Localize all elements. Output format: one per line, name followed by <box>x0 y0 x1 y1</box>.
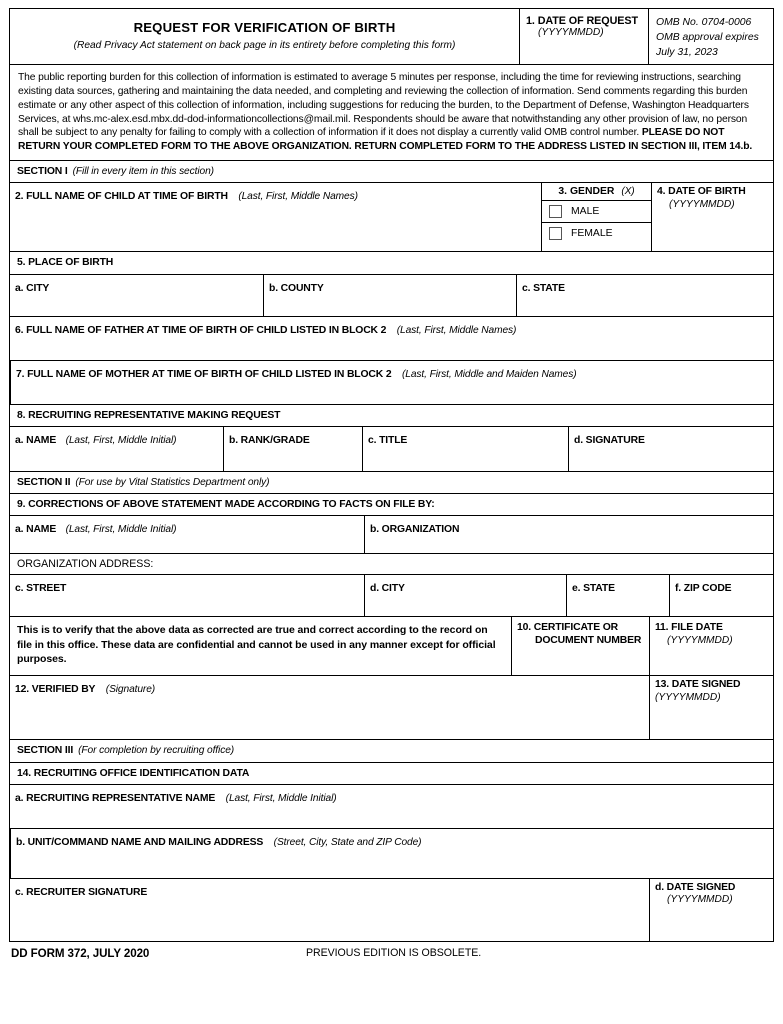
item-5-label: 5. PLACE OF BIRTH <box>17 257 114 269</box>
field-corrections-name[interactable] <box>10 516 364 553</box>
item-14-label: 14. RECRUITING OFFICE IDENTIFICATION DATA <box>17 767 250 779</box>
title-bar <box>10 9 773 64</box>
item-9a-label: a. NAME <box>15 524 57 536</box>
item-5c-label: c. STATE <box>522 282 565 294</box>
organization-address-header <box>10 553 773 574</box>
field-recruiter-signature[interactable] <box>568 427 773 471</box>
item-13-format: (YYYYMMDD) <box>655 691 721 703</box>
item-13-label: 13. DATE SIGNED <box>655 679 741 691</box>
row-organization-address <box>10 574 773 616</box>
item-14-header <box>10 762 773 784</box>
item-4-label: 4. DATE OF BIRTH <box>657 186 746 198</box>
field-recruiting-rep-name[interactable] <box>10 784 773 828</box>
field-org-city[interactable] <box>364 575 566 616</box>
row-certification <box>10 616 773 675</box>
item-2-note: (Last, First, Middle Names) <box>238 191 358 203</box>
gender-option-female[interactable] <box>542 222 651 244</box>
field-org-zip-code[interactable] <box>669 575 773 616</box>
organization-address-label: ORGANIZATION ADDRESS: <box>17 558 154 571</box>
item-8c-label: c. TITLE <box>368 434 408 446</box>
item-3-label: 3. GENDER <box>558 186 615 198</box>
item-14b-label: b. UNIT/COMMAND NAME AND MAILING ADDRESS <box>16 836 264 848</box>
section-1-title: SECTION I <box>17 166 68 178</box>
omb-number: OMB No. 0704-0006 <box>656 17 752 28</box>
section-3-header <box>10 739 773 761</box>
field-verified-by[interactable] <box>10 676 649 739</box>
section-2-title: SECTION II <box>17 476 71 488</box>
item-11-format: (YYYYMMDD) <box>667 634 733 646</box>
item-9-header <box>10 493 773 515</box>
field-date-of-birth[interactable] <box>651 183 773 251</box>
item-6-label: 6. FULL NAME OF FATHER AT TIME OF BIRTH OF CHILD LISTED IN BLOCK 2 <box>15 324 387 336</box>
section-1-header <box>10 160 773 182</box>
field-org-street[interactable] <box>10 575 364 616</box>
field-recruiter-rank-grade[interactable] <box>223 427 362 471</box>
item-8-header <box>10 404 773 426</box>
form-footer <box>9 942 774 960</box>
field-birth-city[interactable] <box>10 275 263 316</box>
field-gender-group[interactable] <box>541 183 651 251</box>
field-date-signed-vital-statistics[interactable] <box>649 676 773 739</box>
item-9c-label: c. STREET <box>15 583 67 595</box>
field-date-of-request[interactable] <box>519 9 648 64</box>
row-item-9-subfields <box>10 515 773 553</box>
item-3-header <box>542 183 651 200</box>
checkbox-male-icon[interactable] <box>549 205 562 218</box>
omb-info-block <box>648 9 773 64</box>
certification-statement <box>10 617 511 675</box>
item-14a-note: (Last, First, Middle Initial) <box>225 792 337 804</box>
item-10-label-line1: 10. CERTIFICATE OR <box>517 622 619 634</box>
item-3-note: (X) <box>621 186 635 198</box>
field-corrections-organization[interactable] <box>364 516 773 553</box>
item-7-note: (Last, First, Middle and Maiden Names) <box>401 368 577 380</box>
date-of-request-label: 1. DATE OF REQUEST <box>526 15 638 27</box>
section-3-note: (For completion by recruiting office) <box>78 745 235 757</box>
item-12-note: (Signature) <box>105 684 156 696</box>
field-org-state[interactable] <box>566 575 669 616</box>
item-6-note: (Last, First, Middle Names) <box>396 324 517 336</box>
item-9e-label: e. STATE <box>572 583 615 595</box>
field-birth-state[interactable] <box>516 275 773 316</box>
page-title: REQUEST FOR VERIFICATION OF BIRTH <box>133 20 396 35</box>
field-mother-full-name[interactable] <box>10 360 773 404</box>
row-item-5-subfields <box>10 274 773 316</box>
item-9b-label: b. ORGANIZATION <box>370 524 460 536</box>
item-8a-note: (Last, First, Middle Initial) <box>65 434 177 446</box>
omb-expires-date: July 31, 2023 <box>656 46 718 58</box>
item-9-label: 9. CORRECTIONS OF ABOVE STATEMENT MADE ACCORDING TO FACTS ON FILE BY: <box>17 499 435 511</box>
field-unit-command-address[interactable] <box>10 828 773 878</box>
item-4-format: (YYYYMMDD) <box>669 198 735 210</box>
item-12-label: 12. VERIFIED BY <box>15 684 96 696</box>
previous-edition-notice: PREVIOUS EDITION IS OBSOLETE. <box>306 946 482 959</box>
gender-female-label: FEMALE <box>571 228 613 240</box>
gender-male-label: MALE <box>571 206 600 218</box>
omb-expires-label: OMB approval expires <box>656 31 759 43</box>
item-5-header <box>10 251 773 273</box>
field-date-signed-recruiter[interactable] <box>649 879 773 941</box>
item-7-label: 7. FULL NAME OF MOTHER AT TIME OF BIRTH OF CHILD LISTED IN BLOCK 2 <box>16 368 392 380</box>
item-8d-label: d. SIGNATURE <box>574 434 645 446</box>
burden-text-emphasis: PLEASE DO NOT RETURN YOUR COMPLETED FORM TO THE ABOVE ORGANIZATION. RETURN COMPLETED FORM TO THE ADDRESS LISTED IN SECTION III, ITEM 14.b. <box>18 127 753 153</box>
field-certificate-number[interactable] <box>511 617 649 675</box>
row-item-14c-14d <box>10 878 773 941</box>
item-5a-label: a. CITY <box>15 282 50 294</box>
field-recruiter-signature-section3[interactable] <box>10 879 649 941</box>
form-title-block <box>10 9 519 64</box>
row-item-8-subfields <box>10 426 773 471</box>
form-subtitle: (Read Privacy Act statement on back page in its entirety before completing this form) <box>73 39 456 51</box>
item-8a-label: a. NAME <box>15 434 57 446</box>
item-14c-label: c. RECRUITER SIGNATURE <box>15 886 148 898</box>
public-burden-statement <box>10 64 773 160</box>
item-11-label: 11. FILE DATE <box>655 622 723 634</box>
section-1-note: (Fill in every item in this section) <box>72 166 214 178</box>
certification-text: This is to verify that the above data as corrected are true and correct according to the record on file in this office. These data are confidential and cannot be used in any manner except for official purposes. <box>17 624 496 665</box>
item-5b-label: b. COUNTY <box>269 282 324 294</box>
form-number: DD FORM 372, JULY 2020 <box>11 946 150 960</box>
row-item-12-13 <box>10 675 773 739</box>
field-child-full-name[interactable] <box>10 183 541 251</box>
field-recruiter-name[interactable] <box>10 427 223 471</box>
item-10-label-line2: DOCUMENT NUMBER <box>535 634 642 646</box>
item-9f-label: f. ZIP CODE <box>675 583 732 595</box>
field-file-date[interactable] <box>649 617 773 675</box>
item-8-label: 8. RECRUITING REPRESENTATIVE MAKING REQUEST <box>17 409 281 421</box>
burden-text: The public reporting burden for this collection of information is estimated to average 5 minutes per response, including the time for reviewing instructions, searching existing data sources, gathering and maintaining the data needed, and completing and reviewing the collection of information. Send comments regarding this burden estimate or any other aspect of this collection of information, including suggestions for reducing the burden, to the Department of Defense, Washington Headquarters Services, at whs.mc-alex.esd.mbx.dd-dod-informationcollections@mail.mil. Respondents should be aware that notwithstanding any other provision of law, no person shall be subject to any penalty for failing to comply with a collection of information if it does not display a currently valid OMB control number. <box>18 72 749 139</box>
field-recruiter-title[interactable] <box>362 427 568 471</box>
item-14d-label: d. DATE SIGNED <box>655 881 736 893</box>
section-3-title: SECTION III <box>17 745 74 757</box>
item-14d-format: (YYYYMMDD) <box>667 894 733 906</box>
section-2-note: (For use by Vital Statistics Department only) <box>75 476 270 488</box>
item-9a-note: (Last, First, Middle Initial) <box>65 524 177 536</box>
section-2-header <box>10 471 773 493</box>
row-item-2-3-4 <box>10 182 773 251</box>
date-of-request-format: (YYYYMMDD) <box>538 27 604 38</box>
item-8b-label: b. RANK/GRADE <box>229 434 310 446</box>
field-birth-county[interactable] <box>263 275 516 316</box>
checkbox-female-icon[interactable] <box>549 227 562 240</box>
item-2-label: 2. FULL NAME OF CHILD AT TIME OF BIRTH <box>15 191 228 203</box>
item-14a-label: a. RECRUITING REPRESENTATIVE NAME <box>15 792 216 804</box>
item-14b-note: (Street, City, State and ZIP Code) <box>273 836 422 848</box>
gender-option-male[interactable] <box>542 200 651 222</box>
form-body <box>9 8 774 942</box>
field-father-full-name[interactable] <box>10 316 773 360</box>
item-9d-label: d. CITY <box>370 583 405 595</box>
